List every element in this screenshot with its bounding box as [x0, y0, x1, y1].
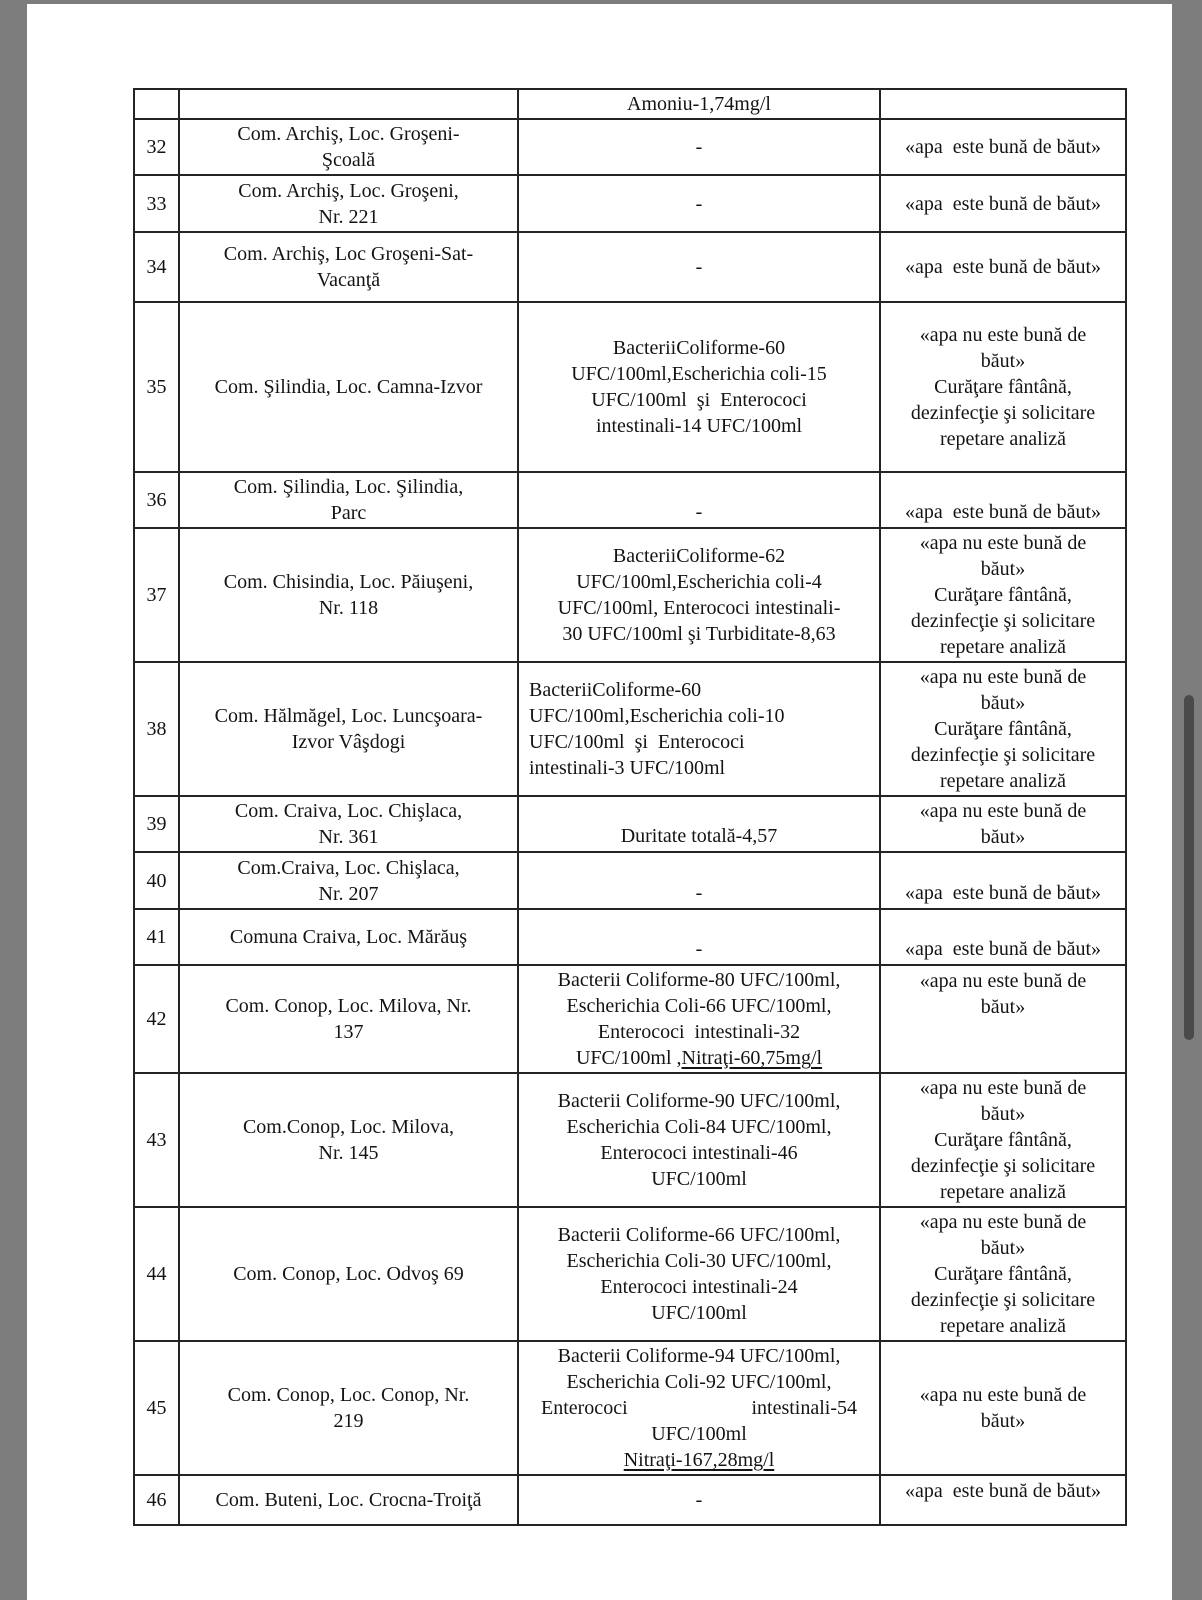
cell-line: Nr. 207: [318, 882, 379, 905]
cell-line: Nr. 145: [318, 1142, 379, 1164]
cell-line: Şcoală: [321, 149, 376, 171]
verdict-cell: [880, 175, 1126, 232]
row-number-cell: 40: [134, 852, 179, 909]
analysis-cell: [518, 1475, 880, 1525]
cell-line: dezinfecţie şi solicitare: [910, 744, 1096, 766]
cell-line: «apa nu este bună de: [919, 800, 1087, 822]
location-cell: [179, 1073, 518, 1207]
location-cell: [179, 662, 518, 796]
cell-line: intestinali-3 UFC/100ml: [529, 757, 726, 779]
underlined-text: Nitraţi-167,28mg/l: [623, 1449, 775, 1471]
verdict-cell: [880, 1341, 1126, 1475]
cell-line: băut»: [980, 558, 1026, 580]
verdict-cell: [880, 1073, 1126, 1207]
table-row: [134, 662, 1126, 796]
page-margin-top: [0, 0, 1202, 4]
cell-line: UFC/100ml: [651, 1423, 747, 1445]
row-number-cell: 46: [134, 1475, 179, 1525]
cell-line: Amoniu-1,74mg/l: [627, 93, 771, 115]
analysis-cell: [518, 1207, 880, 1341]
analysis-cell: [518, 1073, 880, 1207]
water-quality-table: [133, 88, 1127, 1526]
cell-line: Com. Archiş, Loc. Groşeni,: [238, 179, 459, 202]
cell-line: -: [695, 136, 703, 158]
cell-line: Com. Hălmăgel, Loc. Luncşoara-: [214, 705, 483, 727]
cell-line: Escherichia Coli-66 UFC/100ml,: [566, 995, 832, 1017]
cell-line: repetare analiză: [939, 770, 1066, 792]
cell-line: -: [695, 1489, 703, 1511]
cell-line: Com.Conop, Loc. Milova,: [242, 1116, 455, 1138]
cell-line: Enterococi intestinali-32: [597, 1021, 801, 1043]
table-row: [134, 1073, 1126, 1207]
location-cell: [179, 909, 518, 965]
cell-line: -: [695, 192, 703, 215]
text-segment: UFC/100ml ,: [575, 1047, 682, 1069]
cell-line: Nr. 361: [318, 826, 379, 848]
cell-line: băut»: [980, 692, 1026, 714]
cell-line: BacteriiColiforme-60: [529, 679, 702, 701]
location-cell: [179, 965, 518, 1073]
cell-line: «apa nu este bună de: [919, 970, 1087, 992]
cell-line: 137: [333, 1021, 364, 1043]
location-cell: [179, 852, 518, 909]
table-row: [134, 909, 1126, 965]
cell-line: Com. Craiva, Loc. Chişlaca,: [234, 800, 463, 822]
location-cell: [179, 119, 518, 175]
cell-line: «apa nu este bună de: [919, 666, 1087, 688]
row-number-cell: 38: [134, 662, 179, 796]
location-cell: [179, 89, 518, 119]
analysis-cell: [518, 472, 880, 528]
location-cell: [179, 1475, 518, 1525]
cell-line: [523, 1447, 875, 1473]
cell-line: «apa nu este bună de: [919, 1211, 1087, 1233]
cell-line: UFC/100ml: [651, 1168, 747, 1190]
cell-line: Enterococi intestinali-46: [600, 1142, 798, 1164]
table-row: [134, 965, 1126, 1073]
cell-line: Nr. 118: [318, 597, 379, 619]
cell-line: dezinfecţie şi solicitare: [910, 1155, 1096, 1177]
cell-line: Izvor Vâşdogi: [291, 731, 406, 753]
cell-line: [523, 1395, 875, 1421]
cell-line: «apa nu este bună de: [919, 1077, 1087, 1099]
cell-line: 219: [333, 1410, 364, 1432]
table-row: [134, 1207, 1126, 1341]
analysis-cell: [518, 528, 880, 662]
cell-line: Curăţare fântână,: [934, 584, 1072, 606]
cell-line: Parc: [330, 502, 367, 524]
cell-line: UFC/100ml,Escherichia coli-15: [571, 363, 827, 385]
table-row: [134, 89, 1126, 119]
cell-line: Curăţare fântână,: [934, 1129, 1072, 1151]
cell-line: Vacanţă: [316, 269, 381, 291]
row-number-cell: 33: [134, 175, 179, 232]
table-row: [134, 1341, 1126, 1475]
table-row: [134, 302, 1126, 472]
verdict-cell: [880, 302, 1126, 472]
analysis-cell: [518, 965, 880, 1073]
analysis-cell: [518, 1341, 880, 1475]
cell-line: BacteriiColiforme-62: [612, 545, 786, 567]
verdict-cell: [880, 662, 1126, 796]
cell-line: Escherichia Coli-84 UFC/100ml,: [566, 1116, 832, 1138]
analysis-cell: [518, 302, 880, 472]
cell-line: Enterococi intestinali-24: [600, 1276, 798, 1298]
cell-line: Bacterii Coliforme-94 UFC/100ml,: [557, 1345, 841, 1367]
cell-line: Curăţare fântână,: [934, 718, 1072, 740]
cell-line: -: [695, 938, 703, 960]
verdict-cell: [880, 852, 1126, 909]
cell-line: băut»: [980, 350, 1026, 372]
cell-line: Com. Buteni, Loc. Crocna-Troiţă: [215, 1489, 482, 1511]
verdict-cell: [880, 1207, 1126, 1341]
cell-line: «apa este bună de băut»: [904, 1480, 1102, 1502]
verdict-cell: [880, 232, 1126, 302]
cell-line: intestinali-14 UFC/100ml: [595, 415, 803, 437]
cell-line: băut»: [980, 826, 1026, 848]
analysis-cell: [518, 119, 880, 175]
row-number-cell: 32: [134, 119, 179, 175]
row-number-cell: 44: [134, 1207, 179, 1341]
analysis-cell: [518, 909, 880, 965]
cell-line: Comuna Craiva, Loc. Mărăuş: [229, 926, 468, 948]
cell-line: Com. Conop, Loc. Conop, Nr.: [227, 1384, 470, 1406]
cell-line: Com. Archiş, Loc Groşeni-Sat-: [223, 243, 474, 265]
verdict-cell: [880, 1475, 1126, 1525]
location-cell: [179, 472, 518, 528]
row-number-cell: 36: [134, 472, 179, 528]
cell-line: băut»: [980, 1410, 1026, 1432]
row-number-cell: 41: [134, 909, 179, 965]
text-segment: Enterococi: [541, 1397, 628, 1419]
cell-line: «apa este bună de băut»: [904, 192, 1102, 215]
cell-line: Com. Conop, Loc. Milova, Nr.: [225, 995, 472, 1017]
cell-line: -: [695, 882, 703, 904]
verdict-cell: [880, 909, 1126, 965]
cell-line: Curăţare fântână,: [934, 376, 1072, 398]
cell-line: Bacterii Coliforme-90 UFC/100ml,: [557, 1090, 841, 1112]
table-row: [134, 796, 1126, 852]
table-row: [134, 119, 1126, 175]
cell-line: UFC/100ml,Escherichia coli-10: [529, 705, 785, 727]
row-number-cell: 39: [134, 796, 179, 852]
verdict-cell: [880, 89, 1126, 119]
cell-line: Com.Craiva, Loc. Chişlaca,: [237, 856, 460, 879]
row-number-cell: 45: [134, 1341, 179, 1475]
cell-line: UFC/100ml: [651, 1302, 747, 1324]
cell-line: 30 UFC/100ml şi Turbiditate-8,63: [562, 623, 836, 645]
cell-line: Com. Şilindia, Loc. Şilindia,: [233, 476, 464, 498]
cell-line: băut»: [980, 996, 1026, 1018]
row-number-cell: 43: [134, 1073, 179, 1207]
cell-line: dezinfecţie şi solicitare: [910, 1289, 1096, 1311]
cell-line: Nr. 221: [318, 205, 379, 228]
location-cell: [179, 796, 518, 852]
row-number-cell: 35: [134, 302, 179, 472]
location-cell: [179, 175, 518, 232]
cell-line: Escherichia Coli-30 UFC/100ml,: [566, 1250, 832, 1272]
table-row: [134, 472, 1126, 528]
cell-line: Duritate totală-4,57: [620, 825, 778, 847]
cell-line: «apa nu este bună de: [919, 1384, 1087, 1406]
cell-line: UFC/100ml şi Enterococi: [591, 389, 807, 411]
cell-line: «apa este bună de băut»: [904, 938, 1102, 960]
cell-line: UFC/100ml,Escherichia coli-4: [576, 571, 822, 593]
cell-line: «apa este bună de băut»: [904, 882, 1102, 904]
row-number-cell: 42: [134, 965, 179, 1073]
text-segment: intestinali-54: [751, 1397, 857, 1419]
row-number-cell: 34: [134, 232, 179, 302]
verdict-cell: [880, 528, 1126, 662]
cell-line: repetare analiză: [939, 1181, 1066, 1203]
cell-line: [523, 1045, 875, 1071]
verdict-cell: [880, 119, 1126, 175]
analysis-cell: [518, 796, 880, 852]
row-number-cell: 37: [134, 528, 179, 662]
cell-line: «apa este bună de băut»: [904, 501, 1102, 523]
analysis-cell: [518, 89, 880, 119]
cell-line: -: [695, 501, 703, 523]
cell-line: BacteriiColiforme-60: [612, 337, 786, 359]
scrollbar-thumb[interactable]: [1184, 695, 1194, 1040]
analysis-cell: [518, 175, 880, 232]
cell-line: Escherichia Coli-92 UFC/100ml,: [566, 1371, 832, 1393]
cell-line: Com. Conop, Loc. Odvoş 69: [233, 1263, 464, 1285]
cell-line: repetare analiză: [939, 428, 1066, 450]
cell-line: «apa nu este bună de: [919, 532, 1087, 554]
cell-line: Com. Chisindia, Loc. Păiuşeni,: [223, 571, 474, 593]
verdict-cell: [880, 796, 1126, 852]
page-margin-left: [0, 0, 27, 1600]
location-cell: [179, 232, 518, 302]
cell-line: Com. Archiş, Loc. Groşeni-: [237, 123, 460, 145]
table-row: [134, 852, 1126, 909]
table-row: [134, 1475, 1126, 1525]
analysis-cell: [518, 232, 880, 302]
cell-line: Com. Şilindia, Loc. Camna-Izvor: [214, 376, 483, 398]
table-row: [134, 232, 1126, 302]
verdict-cell: [880, 472, 1126, 528]
table-row: [134, 528, 1126, 662]
cell-line: Curăţare fântână,: [934, 1263, 1072, 1285]
cell-line: «apa este bună de băut»: [904, 256, 1102, 278]
location-cell: [179, 1341, 518, 1475]
table-row: [134, 175, 1126, 232]
location-cell: [179, 528, 518, 662]
cell-line: Bacterii Coliforme-80 UFC/100ml,: [557, 969, 841, 991]
analysis-cell: [518, 662, 880, 796]
cell-line: dezinfecţie şi solicitare: [910, 402, 1096, 424]
cell-line: băut»: [980, 1237, 1026, 1259]
cell-line: UFC/100ml, Enterococi intestinali-: [557, 597, 841, 619]
cell-line: «apa este bună de băut»: [904, 136, 1102, 158]
cell-line: băut»: [980, 1103, 1026, 1125]
location-cell: [179, 1207, 518, 1341]
cell-line: repetare analiză: [939, 636, 1066, 658]
cell-line: -: [695, 256, 703, 278]
cell-line: dezinfecţie şi solicitare: [910, 610, 1096, 632]
cell-line: UFC/100ml şi Enterococi: [529, 731, 745, 753]
cell-line: repetare analiză: [939, 1315, 1066, 1337]
cell-line: Bacterii Coliforme-66 UFC/100ml,: [557, 1224, 841, 1246]
cell-line: «apa nu este bună de: [919, 324, 1087, 346]
verdict-cell: [880, 965, 1126, 1073]
row-number-cell: [134, 89, 179, 119]
location-cell: [179, 302, 518, 472]
underlined-text: Nitraţi-60,75mg/l: [681, 1047, 823, 1069]
analysis-cell: [518, 852, 880, 909]
